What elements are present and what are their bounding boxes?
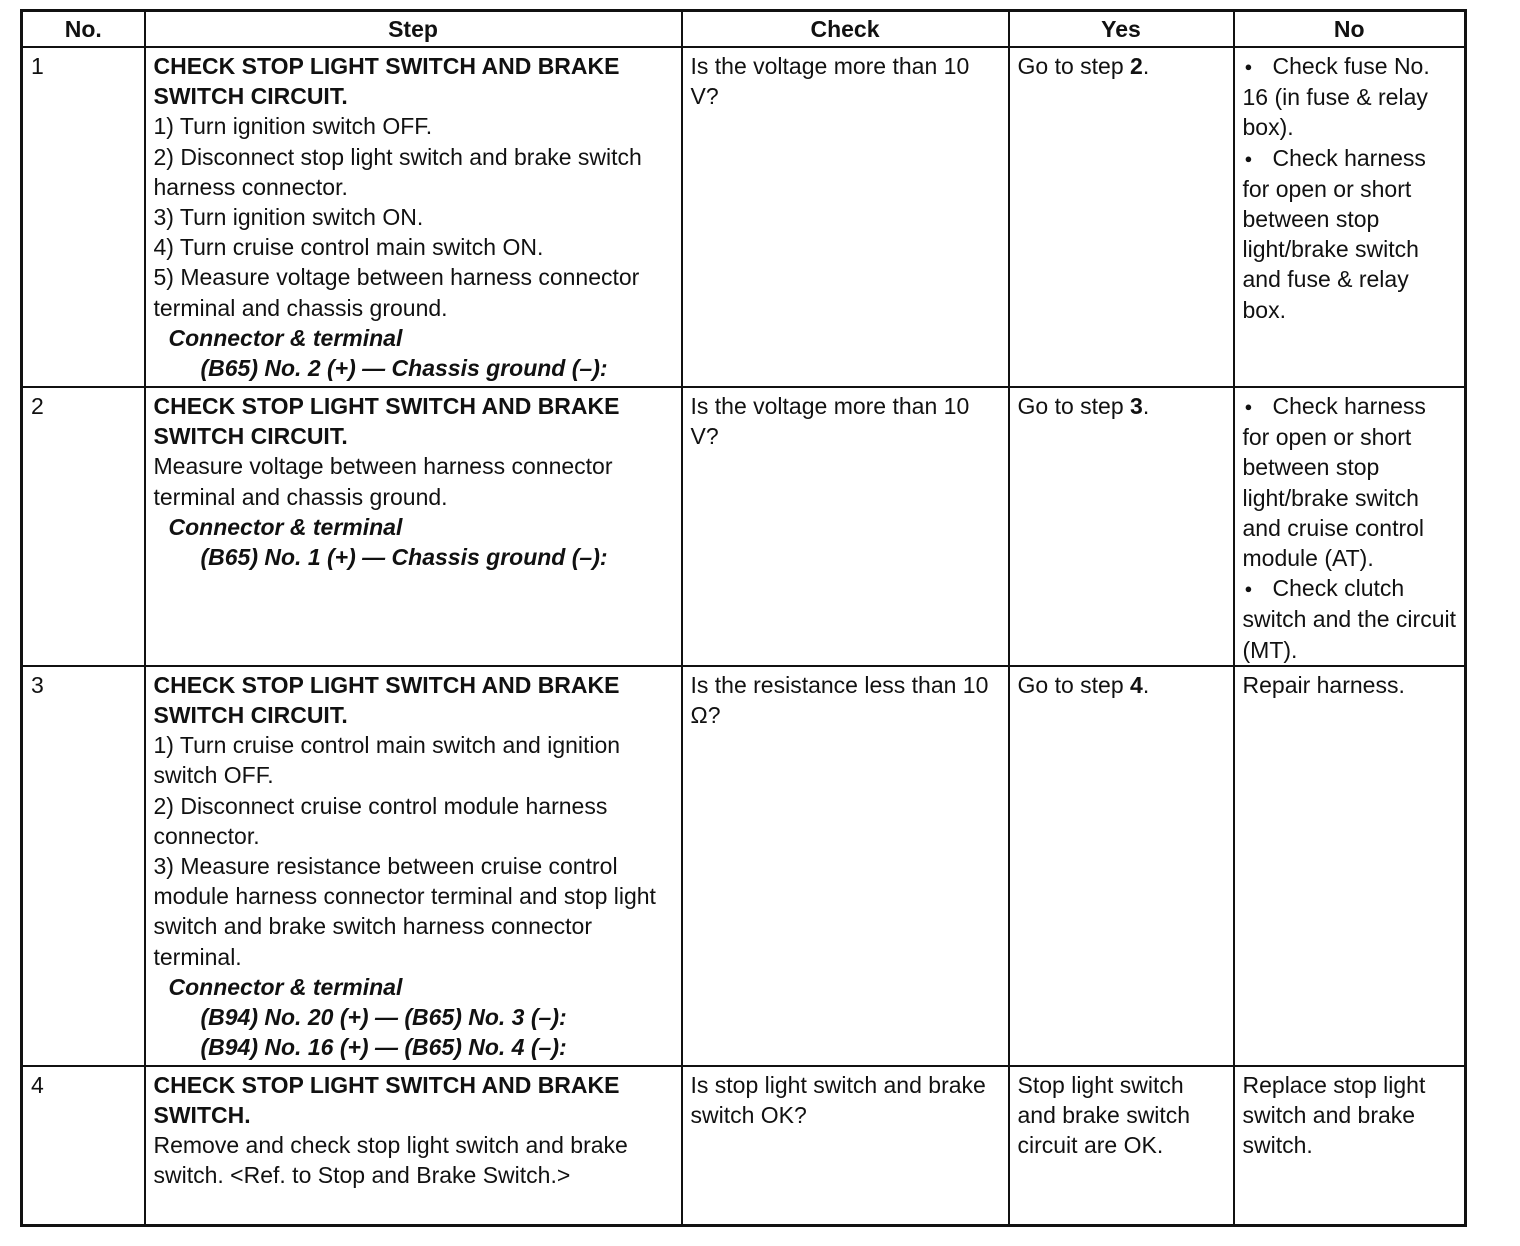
header-step: Step — [145, 11, 682, 48]
connector-label: Connector & terminal — [168, 513, 403, 540]
terminal-spec: (B65) No. 1 (+) — Chassis ground (–): — [200, 544, 608, 571]
step-title: CHECK STOP LIGHT SWITCH AND BRAKE SWITCH CIRCUIT. — [153, 53, 620, 110]
table-row — [22, 1066, 1466, 1226]
no-action-item: ● Check clutch switch and the circuit (MT). — [1243, 573, 1457, 665]
no-cell — [1234, 387, 1466, 666]
diagnostic-table — [20, 9, 1467, 1227]
step-instruction: 3) Turn ignition switch ON. — [153, 204, 424, 231]
step-instruction: Remove and check stop light switch and brake switch. <Ref. to Stop and Brake Switch.> — [153, 1132, 628, 1189]
step-title: CHECK STOP LIGHT SWITCH AND BRAKE SWITCH CIRCUIT. — [153, 671, 620, 729]
table-row — [22, 47, 1466, 387]
step-title: CHECK STOP LIGHT SWITCH AND BRAKE SWITCH CIRCUIT. — [153, 393, 620, 450]
step-instruction: 5) Measure voltage between harness connector terminal and chassis ground. — [153, 264, 640, 321]
step-instruction: Measure voltage between harness connector terminal and chassis ground. — [153, 453, 613, 510]
yes-cell: Stop light switch and brake switch circuit are OK. — [1009, 1066, 1234, 1226]
header-yes: Yes — [1009, 11, 1234, 48]
step-instruction: 3) Measure resistance between cruise control module harness connector terminal and stop light switch and brake switch harness connector terminal. — [153, 853, 656, 970]
step-ref: 3 — [1130, 393, 1143, 419]
header-row — [22, 11, 1466, 48]
step-ref: 2 — [1130, 53, 1143, 79]
step-cell — [145, 666, 682, 1066]
step-cell — [145, 1066, 682, 1226]
header-check: Check — [682, 11, 1009, 48]
check-cell: Is the voltage more than 10 V? — [682, 47, 1009, 387]
no-cell: Replace stop light switch and brake switch. — [1234, 1066, 1466, 1226]
step-number: 4 — [22, 1066, 145, 1226]
terminal-spec: (B94) No. 20 (+) — (B65) No. 3 (–): — [200, 1004, 567, 1031]
terminal-spec: (B65) No. 2 (+) — Chassis ground (–): — [200, 355, 608, 382]
step-ref: 4 — [1130, 671, 1143, 698]
check-cell: Is the voltage more than 10 V? — [682, 387, 1009, 666]
step-number: 2 — [22, 387, 145, 666]
table-row — [22, 387, 1466, 666]
step-instruction: 4) Turn cruise control main switch ON. — [153, 234, 544, 261]
step-title: CHECK STOP LIGHT SWITCH AND BRAKE SWITCH. — [153, 1071, 620, 1129]
no-cell — [1234, 47, 1466, 387]
header-no-result: No — [1234, 11, 1466, 48]
step-number: 3 — [22, 666, 145, 1066]
check-cell: Is the resistance less than 10 Ω? — [682, 666, 1009, 1066]
no-action-item: ● Check fuse No. 16 (in fuse & relay box). — [1243, 51, 1457, 143]
no-cell: Repair harness. — [1234, 666, 1466, 1066]
connector-label: Connector & terminal — [168, 973, 403, 1000]
yes-cell: Go to step 3. — [1009, 387, 1234, 666]
step-instruction: 2) Disconnect cruise control module harness connector. — [153, 792, 608, 849]
check-cell: Is stop light switch and brake switch OK? — [682, 1066, 1009, 1226]
step-instruction: 2) Disconnect stop light switch and brake switch harness connector. — [153, 143, 642, 200]
step-instruction: 1) Turn ignition switch OFF. — [153, 113, 433, 140]
no-action-item: ● Check harness for open or short between stop light/brake switch and cruise control module (AT). — [1243, 391, 1457, 573]
step-instruction: 1) Turn cruise control main switch and ignition switch OFF. — [153, 732, 621, 789]
yes-cell: Go to step 4. — [1009, 666, 1234, 1066]
terminal-spec: (B94) No. 16 (+) — (B65) No. 4 (–): — [200, 1034, 567, 1061]
connector-label: Connector & terminal — [168, 324, 403, 351]
step-cell — [145, 387, 682, 666]
yes-cell: Go to step 2. — [1009, 47, 1234, 387]
no-action-item: ● Check harness for open or short between stop light/brake switch and fuse & relay box. — [1243, 143, 1457, 325]
step-cell — [145, 47, 682, 387]
step-number: 1 — [22, 47, 145, 387]
table-row — [22, 666, 1466, 1066]
header-no: No. — [22, 11, 145, 48]
